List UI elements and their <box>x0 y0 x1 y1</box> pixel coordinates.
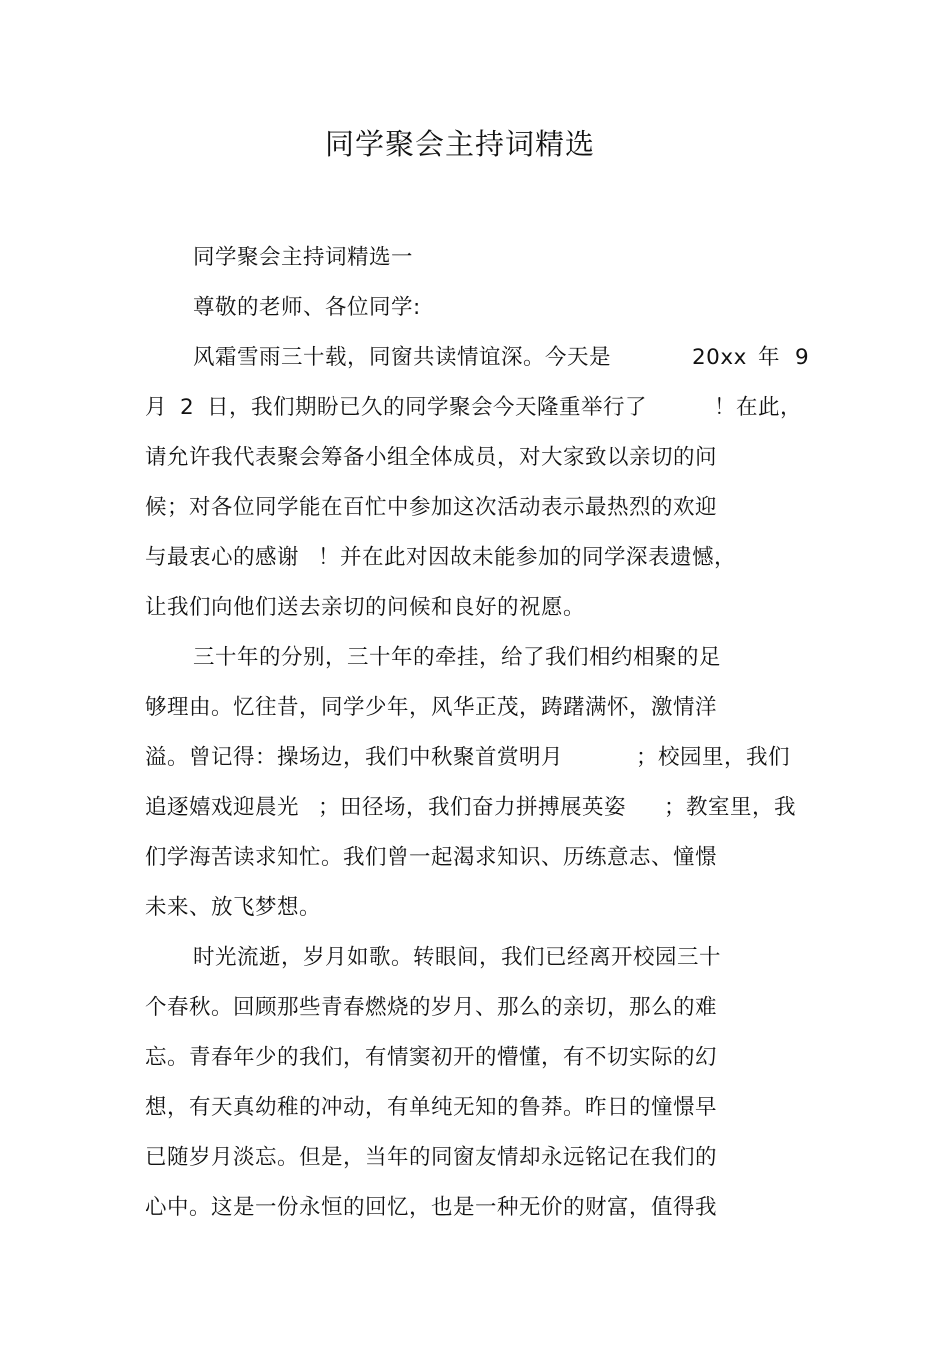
p2-line3-end: ；校园里，我们 <box>636 745 791 770</box>
p1-line2-day-num: 2 <box>180 395 195 420</box>
p1-line3: 请允许我代表聚会筹备小组全体成员，对大家致以亲切的问 <box>145 445 718 470</box>
p1-line1-year: 20xx <box>692 345 747 370</box>
document-title: 同学聚会主持词精选 <box>324 127 595 161</box>
p1-line2-month-char: 月 <box>145 395 168 420</box>
p1-line4: 候；对各位同学能在百忙中参加这次活动表示最热烈的欢迎 <box>145 495 718 520</box>
p3-line3: 忘。青春年少的我们，有情窦初开的懵懂，有不切实际的幻 <box>145 1045 718 1070</box>
p2-line6: 未来、放飞梦想。 <box>145 895 322 920</box>
p1-line1-year-char: 年 <box>758 345 781 370</box>
p1-line1-text: 风霜雪雨三十载，同窗共读情谊深。今天是 <box>193 345 612 370</box>
p2-line3-start: 溢。曾记得：操场边，我们中秋聚首赏明月 <box>145 745 564 770</box>
p1-line2-text: 日，我们期盼已久的同学聚会今天隆重举行了 <box>207 395 648 420</box>
p3-line2: 个春秋。回顾那些青春燃烧的岁月、那么的亲切，那么的难 <box>145 995 718 1020</box>
p2-line4-mid: ；田径场，我们奋力拼搏展英姿 <box>318 795 627 820</box>
p2-line5: 们学海苦读求知忙。我们曾一起渴求知识、历练意志、憧憬 <box>145 845 718 870</box>
p2-line2: 够理由。忆往昔，同学少年，风华正茂，踌躇满怀，激情洋 <box>145 695 718 720</box>
p3-line1: 时光流逝，岁月如歌。转眼间，我们已经离开校园三十 <box>193 945 722 970</box>
subtitle: 同学聚会主持词精选一 <box>193 245 414 270</box>
p3-line4: 想，有天真幼稚的冲动，有单纯无知的鲁莽。昨日的憧憬早 <box>145 1095 718 1120</box>
p3-line5: 已随岁月淡忘。但是，当年的同窗友情却永远铭记在我们的 <box>145 1145 718 1170</box>
p2-line4-end: ；教室里，我 <box>664 795 797 820</box>
p2-line4-start: 追逐嬉戏迎晨光 <box>145 795 300 820</box>
p1-line5-start: 与最衷心的感谢 <box>145 545 300 570</box>
p3-line6: 心中。这是一份永恒的回忆，也是一种无价的财富，值得我 <box>145 1195 718 1220</box>
p1-line5-end: ！并在此对因故未能参加的同学深表遗憾， <box>318 545 737 570</box>
p1-line1-month-num: 9 <box>795 345 810 370</box>
p1-line2-end: ！在此， <box>714 395 803 420</box>
p1-line6: 让我们向他们送去亲切的问候和良好的祝愿。 <box>145 595 586 620</box>
greeting: 尊敬的老师、各位同学: <box>193 295 421 320</box>
p2-line1: 三十年的分别，三十年的牵挂，给了我们相约相聚的足 <box>193 645 722 670</box>
